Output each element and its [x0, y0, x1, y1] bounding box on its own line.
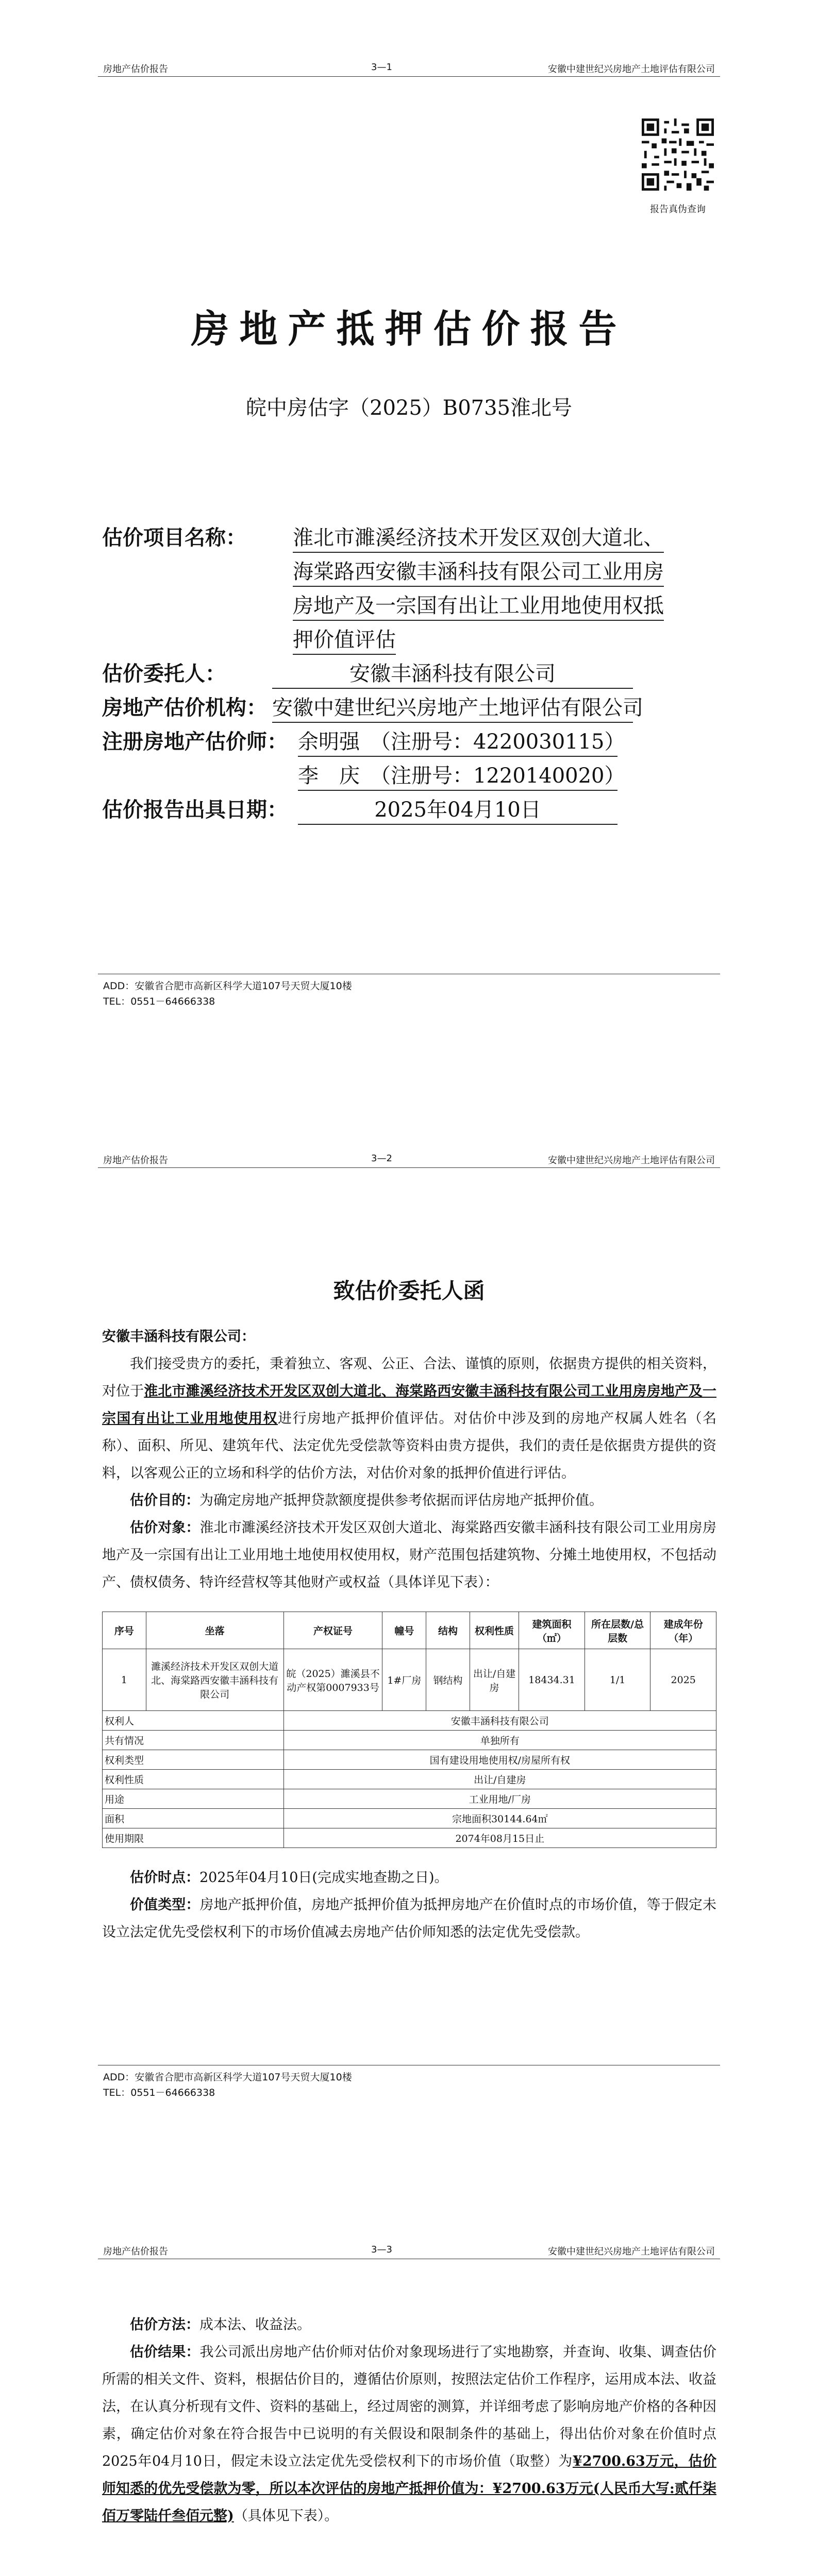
- page-result: [0, 2182, 818, 2576]
- header-page-num: 3—1: [371, 62, 392, 73]
- result-value: ¥2700.63万元，估价师知悉的优先受偿款为零，所以本次评估的房地产抵押价值为：¥2700.63万元(人民币大写:贰仟柒佰万零陆仟叁佰元整): [102, 2453, 716, 2524]
- project-label: 估价项目名称：: [102, 526, 246, 550]
- attr-row: 共有情况 单独所有: [103, 1731, 716, 1750]
- header-page-num: 3—3: [371, 2244, 392, 2255]
- header-left: 房地产估价报告: [103, 64, 168, 75]
- project-line-1: 淮北市濉溪经济技术开发区双创大道北、: [293, 521, 664, 553]
- letter-body-2: [102, 1864, 716, 1946]
- table-row: 1 濉溪经济技术开发区双创大道北、海棠路西安徽丰涵科技有限公司 皖（2025）濉溪县不动产权第0007933号 1#厂房 钢结构 出让/自建房 18434.31 1/1 2025: [103, 1649, 716, 1711]
- header-left: 房地产估价报告: [103, 2246, 168, 2257]
- header-right: 安徽中建世纪兴房地产土地评估有限公司: [548, 1155, 715, 1166]
- project-line-3: 房地产及一宗国有出让工业用地使用权抵: [293, 589, 664, 621]
- page-cover: [0, 0, 818, 1091]
- org-label: 房地产估价机构：: [102, 696, 267, 720]
- qr-caption: 报告真伪查询: [650, 204, 706, 215]
- attr-row: 权利人 安徽丰涵科技有限公司: [103, 1711, 716, 1731]
- letter-title: 致估价委托人函: [333, 1278, 485, 1303]
- header-right: 安徽中建世纪兴房地产土地评估有限公司: [548, 64, 715, 75]
- letter-body: [102, 1323, 716, 1596]
- attr-row: 权利类型 国有建设用地使用权/房屋所有权: [103, 1750, 716, 1770]
- qr-code[interactable]: [642, 118, 714, 191]
- value-type-paragraph: 价值类型：房地产抵押价值，房地产抵押价值为抵押房地产在价值时点的市场价值，等于假定未设立法定优先受偿权利下的市场价值减去房地产估价师知悉的法定优先受偿款。: [102, 1897, 717, 1940]
- addressee: 安徽丰涵科技有限公司：: [102, 1329, 255, 1345]
- report-number: 皖中房估字（2025）B0735淮北号: [246, 396, 572, 420]
- client-value: 安徽丰涵科技有限公司: [272, 657, 633, 689]
- page-footer: [98, 2065, 720, 2100]
- project-line-4: 押价值评估: [293, 623, 396, 655]
- time-paragraph: 估价时点：2025年04月10日(完成实地查勘之日)。: [130, 1870, 448, 1886]
- attr-row: 使用期限 2074年08月15日止: [103, 1828, 716, 1848]
- property-table: [102, 1612, 716, 1848]
- result-paragraph: 估价结果：我公司派出房地产估价师对估价对象现场进行了实地勘察，并查询、收集、调查估价所需的相关文件、资料，根据估价目的，遵循估价原则，按照法定估价工作程序，运用成本法、收益法，在认真分析现有文件、资料的基础上，经过周密的测算，并详细考虑了影响房地产价格的各种因素，确定估价对象在符合报告中已说明的有关假设和限制条件的基础上，得出估价对象在价值时点2025年04月10日，假定未设立法定优先受偿权利下的市场价值（取整）为¥2700.63万元，估价师知悉的优先受偿款为零，所以本次评估的房地产抵押价值为：¥2700.63万元(人民币大写:贰仟柒佰万零陆仟叁佰元整)（具体见下表）。: [102, 2344, 717, 2524]
- report-date: 2025年04月10日: [298, 793, 617, 825]
- attr-row: 用途 工业用地/厂房: [103, 1789, 716, 1809]
- method-paragraph: 估价方法：成本法、收益法。: [130, 2317, 311, 2333]
- page-header: [98, 1152, 720, 1168]
- date-label: 估价报告出具日期：: [102, 798, 288, 822]
- org-value: 安徽中建世纪兴房地产土地评估有限公司: [272, 691, 633, 723]
- appraiser-1: 余明强 （注册号：4220030115）: [298, 725, 617, 757]
- result-body: [102, 2311, 716, 2530]
- page-header: [98, 2243, 720, 2259]
- attr-row: 面积 宗地面积30144.64㎡: [103, 1809, 716, 1828]
- footer-tel: TEL：0551－64666338: [103, 2087, 215, 2098]
- object-highlight: 淮北市濉溪经济技术开发区双创大道北、海棠路西安徽丰涵科技有限公司工业用房房地产及一宗国有出让工业用地使用权: [102, 1383, 717, 1427]
- report-title: 房地产抵押估价报告: [191, 307, 627, 351]
- appraiser-label: 注册房地产估价师：: [102, 730, 288, 754]
- attr-row: 权利性质 出让/自建房: [103, 1770, 716, 1789]
- footer-address: ADD：安徽省合肥市高新区科学大道107号天贸大厦10楼: [103, 2072, 352, 2083]
- header-page-num: 3—2: [371, 1153, 392, 1164]
- page-header: [98, 61, 720, 77]
- table-header-row: 序号 坐落 产权证号 幢号 结构 权利性质 建筑面积（㎡） 所在层数/总层数 建成年份（年）: [103, 1612, 716, 1649]
- object-paragraph: 估价对象：淮北市濉溪经济技术开发区双创大道北、海棠路西安徽丰涵科技有限公司工业用房房地产及一宗国有出让工业用地土地使用权使用权，财产范围包括建筑物、分摊土地使用权，不包括动产、债权债务、特许经营权等其他财产或权益（具体详见下表）：: [102, 1520, 717, 1590]
- footer-tel: TEL：0551－64666338: [103, 996, 215, 1007]
- appraiser-2: 李 庆 （注册号：1220140020）: [298, 759, 617, 791]
- purpose-paragraph: 估价目的：为确定房地产抵押贷款额度提供参考依据而评估房地产抵押价值。: [130, 1493, 603, 1509]
- page-footer: [98, 974, 720, 1009]
- intro-paragraph: 我们接受贵方的委托，秉着独立、客观、公正、合法、谨慎的原则，依据贵方提供的相关资料，对位于淮北市濉溪经济技术开发区双创大道北、海棠路西安徽丰涵科技有限公司工业用房房地产及一宗国有出让工业用地使用权进行房地产抵押价值评估。对估价中涉及到的房地产权属人姓名（名称）、面积、所见、建筑年代、法定优先受偿款等资料由贵方提供，我们的责任是依据贵方提供的资料，以客观公正的立场和科学的估价方法，对估价对象的抵押价值进行评估。: [102, 1356, 717, 1481]
- header-right: 安徽中建世纪兴房地产土地评估有限公司: [548, 2246, 715, 2257]
- footer-address: ADD：安徽省合肥市高新区科学大道107号天贸大厦10楼: [103, 980, 352, 992]
- client-label: 估价委托人：: [102, 662, 226, 686]
- project-line-2: 海棠路西安徽丰涵科技有限公司工业用房: [293, 555, 664, 587]
- header-left: 房地产估价报告: [103, 1155, 168, 1166]
- page-letter: [0, 1091, 818, 2182]
